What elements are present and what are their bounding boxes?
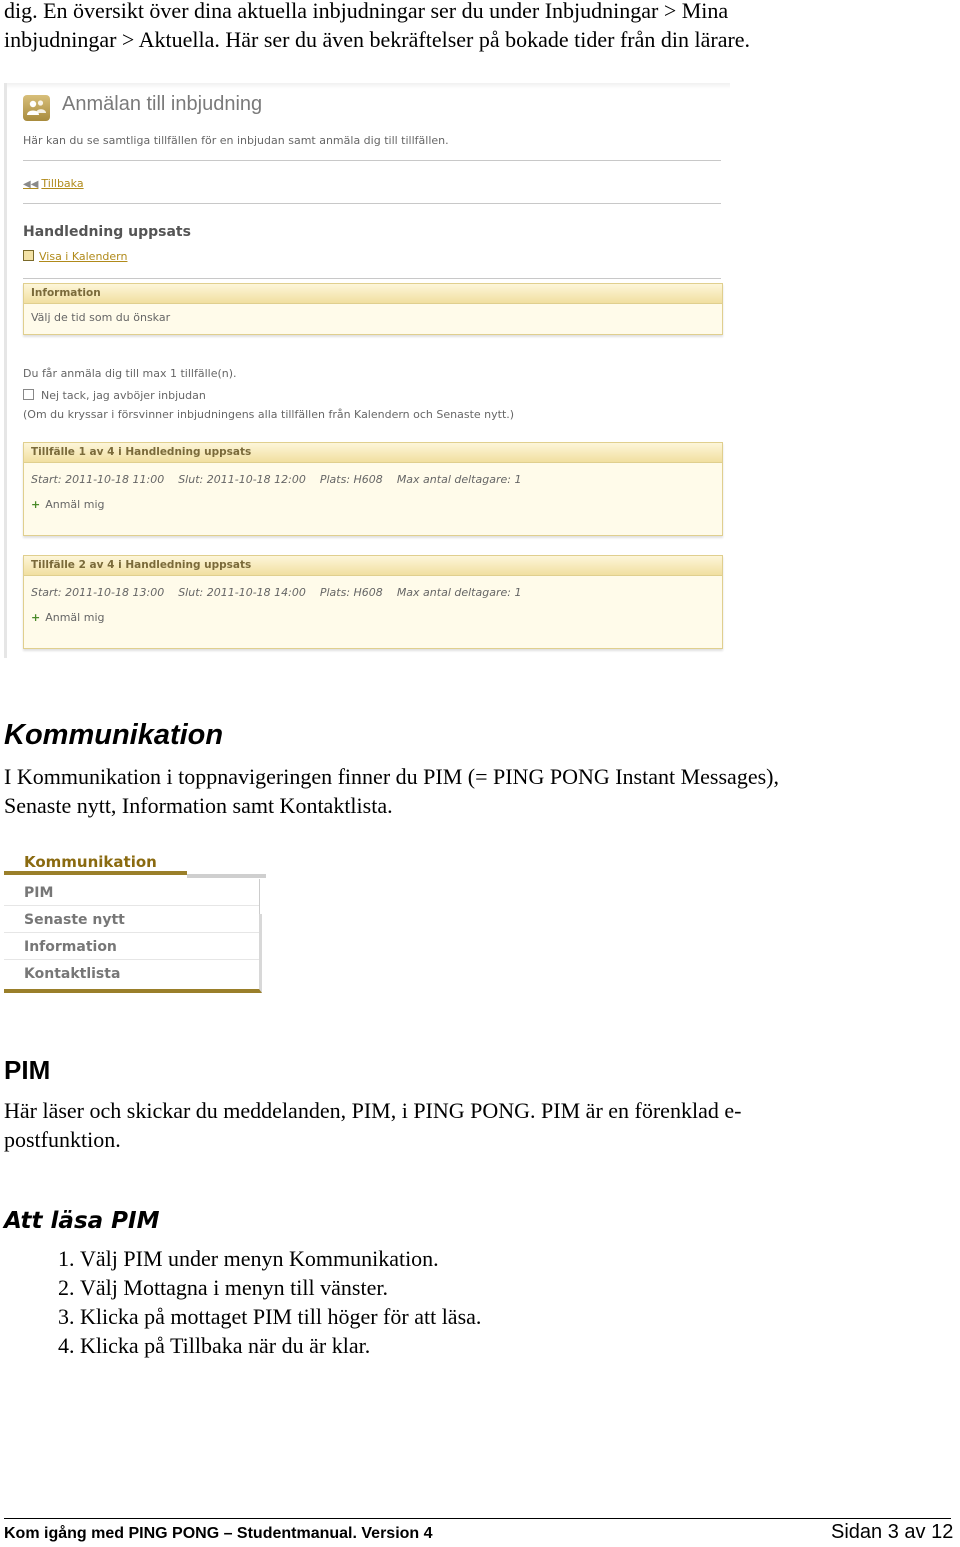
intro-paragraph <box>4 0 904 54</box>
people-icon <box>23 95 50 121</box>
session-place: Plats: H608 <box>319 473 383 486</box>
menu-scroll-edge <box>259 879 268 914</box>
menu-item-kontaktlista[interactable]: Kontaktlista <box>24 966 121 982</box>
intro-line-1: dig. En översikt över dina aktuella inbjudningar ser du under Inbjudningar > Mina <box>4 0 729 23</box>
read-pim-steps <box>0 1244 481 1360</box>
paragraph-line: Här läser och skickar du meddelanden, PIM, i PING PONG. PIM är en förenklad e- <box>4 1098 742 1123</box>
frame-top-edge <box>7 83 730 89</box>
session-start: Start: 2011-10-18 13:00 <box>31 586 165 599</box>
subheading-read-pim: Att läsa PIM <box>4 1208 160 1234</box>
paragraph-line: I Kommunikation i toppnavigeringen finner du PIM (= PING PONG Instant Messages), <box>4 764 779 789</box>
register-link[interactable] <box>24 486 722 511</box>
tab-edge <box>187 874 266 878</box>
step-item: 1. Välj PIM under menyn Kommunikation. <box>80 1244 481 1273</box>
divider <box>23 203 721 204</box>
register-label: Anmäl mig <box>45 611 105 624</box>
session-place: Plats: H608 <box>319 586 383 599</box>
paragraph-line: Senaste nytt, Information samt Kontaktlista. <box>4 793 393 818</box>
session-end: Slut: 2011-10-18 14:00 <box>178 586 306 599</box>
menu-item-senaste-nytt[interactable]: Senaste nytt <box>4 906 259 933</box>
paragraph-line: postfunktion. <box>4 1127 121 1152</box>
section-heading-kommunikation: Kommunikation <box>4 719 224 751</box>
menu-item-information[interactable]: Information <box>4 933 259 960</box>
register-label: Anmäl mig <box>45 498 105 511</box>
plus-icon: + <box>31 611 41 624</box>
menu-list <box>4 879 262 993</box>
calendar-link-label: Visa i Kalendern <box>39 250 128 263</box>
session-header: Tillfälle 2 av 4 i Handledning uppsats <box>24 556 722 576</box>
kommunikation-menu-screenshot <box>4 849 266 994</box>
plus-icon: + <box>31 498 41 511</box>
session-max: Max antal deltagare: 1 <box>396 473 522 486</box>
session-meta <box>24 463 722 486</box>
menu-tab-kommunikation[interactable]: Kommunikation <box>4 849 187 875</box>
menu-item-pim[interactable]: PIM <box>4 879 259 906</box>
session-panel-1 <box>23 442 723 536</box>
decline-note: (Om du kryssar i försvinner inbjudningens alla tillfällen från Kalendern och Senaste nytt.) <box>23 408 515 421</box>
session-meta <box>24 576 722 599</box>
info-panel <box>23 283 723 335</box>
back-link[interactable] <box>23 177 84 190</box>
footer-rule <box>4 1518 951 1519</box>
kommunikation-paragraph <box>4 762 904 820</box>
decline-row[interactable] <box>23 389 206 402</box>
step-item: 3. Klicka på mottaget PIM till höger för att läsa. <box>80 1302 481 1331</box>
intro-line-2: inbjudningar > Aktuella. Här ser du även bekräftelser på bokade tider från din lärare. <box>4 27 751 52</box>
frame-left-edge <box>4 83 7 658</box>
divider <box>23 160 721 161</box>
session-end: Slut: 2011-10-18 12:00 <box>178 473 306 486</box>
register-link[interactable] <box>24 599 722 624</box>
step-item: 2. Välj Mottagna i menyn till vänster. <box>80 1273 481 1302</box>
invitation-subtitle: Här kan du se samtliga tillfällen för en inbjudan samt anmäla dig till tillfällen. <box>23 134 449 147</box>
back-link-label: Tillbaka <box>41 177 84 190</box>
invitation-heading: Handledning uppsats <box>23 224 191 240</box>
session-max: Max antal deltagare: 1 <box>396 586 522 599</box>
invitation-title: Anmälan till inbjudning <box>62 93 263 115</box>
footer-title: Kom igång med PING PONG – Studentmanual. Version 4 <box>4 1525 433 1542</box>
session-header: Tillfälle 1 av 4 i Handledning uppsats <box>24 443 722 463</box>
section-heading-pim: PIM <box>4 1055 51 1085</box>
session-start: Start: 2011-10-18 11:00 <box>31 473 165 486</box>
page-number: Sidan 3 av 12 <box>831 1521 954 1543</box>
invitation-screenshot <box>4 83 730 658</box>
step-item: 4. Klicka på Tillbaka när du är klar. <box>80 1331 481 1360</box>
pim-paragraph <box>4 1096 904 1154</box>
calendar-link[interactable] <box>23 250 127 263</box>
session-panel-2 <box>23 555 723 649</box>
divider <box>23 278 721 279</box>
calendar-icon <box>23 250 34 261</box>
back-arrow-icon: ◀◀ <box>23 179 39 190</box>
info-panel-header: Information <box>24 284 722 304</box>
decline-label: Nej tack, jag avböjer inbjudan <box>41 389 206 402</box>
decline-checkbox[interactable] <box>23 389 34 400</box>
info-panel-body: Välj de tid som du önskar <box>31 311 171 324</box>
max-note: Du får anmäla dig till max 1 tillfälle(n). <box>23 367 237 380</box>
